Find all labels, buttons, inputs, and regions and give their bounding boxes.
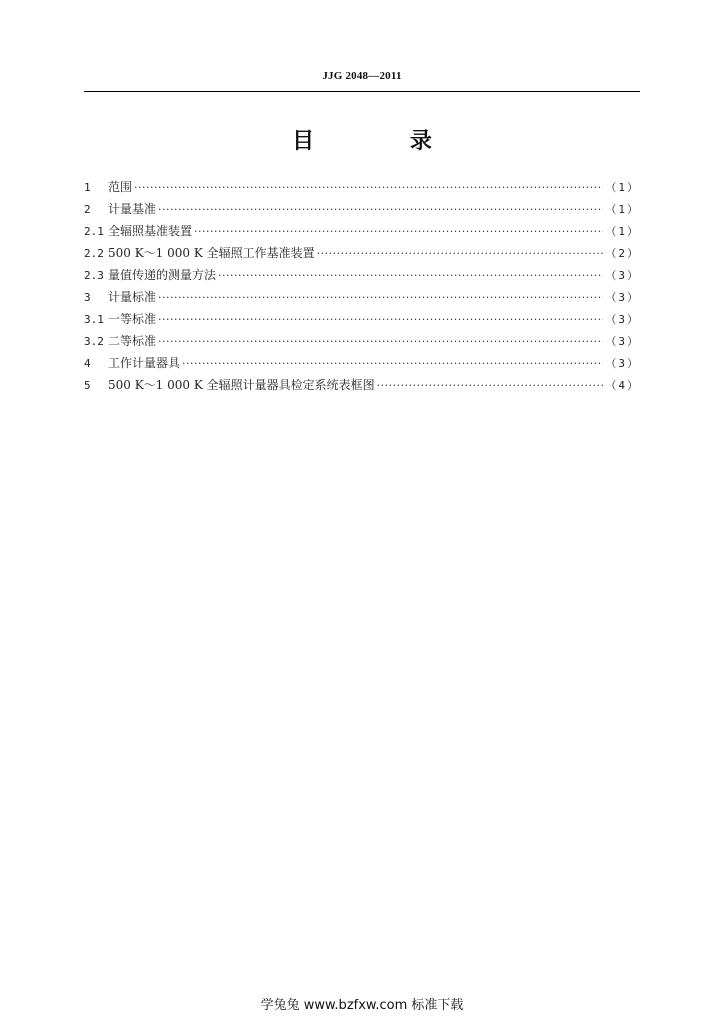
toc-leader-dots: [377, 375, 604, 397]
toc-entry[interactable]: [84, 264, 640, 286]
toc-entry-page: （2）: [605, 247, 640, 260]
toc-leader-dots: [158, 287, 603, 309]
toc-entry-label: 量值传递的测量方法: [108, 268, 217, 282]
toc-entry-number: 5: [84, 379, 91, 392]
toc-leader-dots: [158, 309, 603, 331]
toc-entry[interactable]: [84, 176, 640, 198]
toc-entry[interactable]: [84, 374, 640, 396]
toc-entry-page: （3）: [605, 357, 640, 370]
toc-entry-page: （1）: [605, 203, 640, 216]
toc-entry-number: 3.1: [84, 313, 104, 326]
toc-entry-page: （1）: [605, 181, 640, 194]
toc-entry-label: 计量标准: [108, 290, 157, 304]
toc-entry[interactable]: [84, 220, 640, 242]
toc-entry[interactable]: [84, 198, 640, 220]
toc-entry[interactable]: [84, 330, 640, 352]
toc-leader-dots: [218, 265, 603, 287]
toc-leader-dots: [317, 243, 604, 265]
toc-entry-number: 2.1: [84, 225, 104, 238]
toc-leader-dots: [134, 177, 603, 199]
toc-entry-label: 工作计量器具: [108, 356, 181, 370]
toc-entry-number: 4: [84, 357, 91, 370]
toc-entry[interactable]: [84, 352, 640, 374]
toc-entry-page: （4）: [605, 379, 640, 392]
header-rule: [84, 91, 640, 92]
toc-leader-dots: [182, 353, 603, 375]
toc-entry-number: 2: [84, 203, 91, 216]
toc-leader-dots: [158, 199, 603, 221]
toc-entry-label: 一等标准: [108, 312, 157, 326]
toc-entry-number: 2.3: [84, 269, 104, 282]
toc-entry[interactable]: [84, 242, 640, 264]
toc-entry-number: 3: [84, 291, 91, 304]
toc-entry-label: 二等标准: [108, 334, 157, 348]
toc-entry-number: 2.2: [84, 247, 104, 260]
footer-watermark-text: 学兔兔 www.bzfxw.com 标准下载: [260, 998, 464, 1013]
toc-entry[interactable]: [84, 308, 640, 330]
toc-entry-label: 全辐照基准装置: [108, 224, 193, 238]
toc-leader-dots: [194, 221, 603, 243]
toc-entry[interactable]: [84, 286, 640, 308]
toc-entry-label: 500 K～1 000 K 全辐照计量器具检定系统表框图: [108, 378, 375, 392]
toc-entry-number: 1: [84, 181, 91, 194]
toc-entry-number: 3.2: [84, 335, 104, 348]
table-of-contents: [84, 176, 640, 396]
toc-entry-page: （3）: [605, 291, 640, 304]
toc-entry-label: 500 K～1 000 K 全辐照工作基准装置: [108, 246, 315, 260]
toc-entry-label: 计量基准: [108, 202, 157, 216]
toc-entry-page: （3）: [605, 313, 640, 326]
document-code-header: JJG 2048—2011: [322, 70, 402, 82]
toc-entry-page: （3）: [605, 269, 640, 282]
toc-entry-page: （1）: [605, 225, 640, 238]
toc-entry-label: 范围: [108, 180, 133, 194]
toc-entry-page: （3）: [605, 335, 640, 348]
toc-leader-dots: [158, 331, 603, 353]
page-title: 目 录: [292, 129, 476, 154]
